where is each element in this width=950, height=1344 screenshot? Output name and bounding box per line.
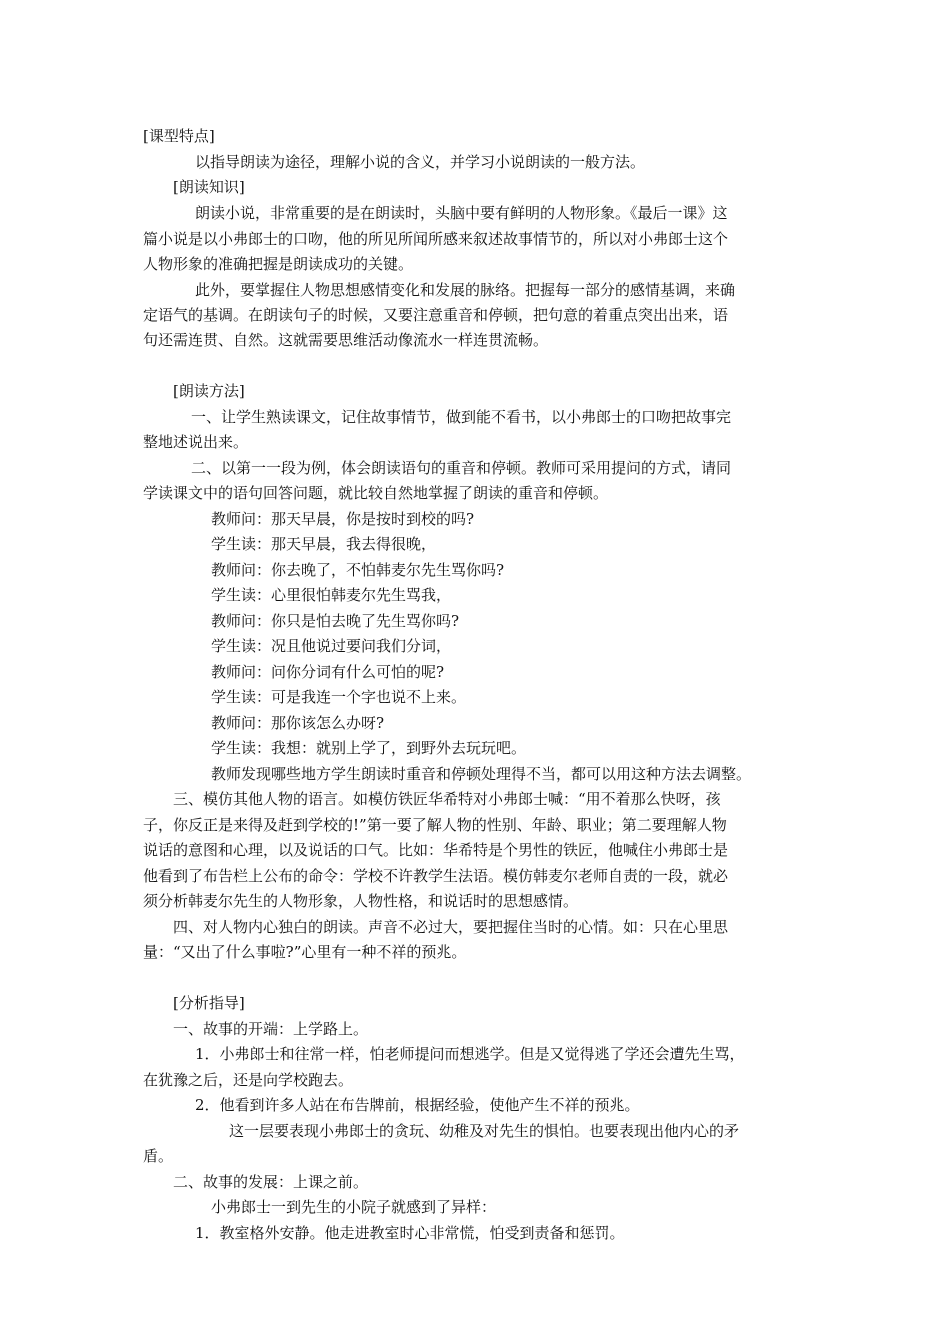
- section-heading-reading-method: [朗读方法]: [173, 382, 245, 400]
- paragraph-line: 朗读小说，非常重要的是在朗读时，头脑中要有鲜明的人物形象。《最后一课》这: [195, 204, 728, 222]
- section-heading-reading-knowledge: [朗读知识]: [173, 178, 245, 196]
- dialogue-line: 学生读：心里很怕韩麦尔先生骂我，: [211, 586, 452, 604]
- paragraph-line: 二、以第一一段为例，体会朗读语句的重音和停顿。教师可采用提问的方式，请同: [191, 459, 732, 477]
- dialogue-line: 学生读：那天早晨，我去得很晚，: [211, 535, 437, 553]
- section-heading-lesson-type: [课型特点]: [143, 127, 215, 145]
- paragraph-line: 二、故事的发展：上课之前。: [173, 1173, 369, 1191]
- dialogue-line: 教师问：问你分词有什么可怕的呢?: [211, 663, 445, 681]
- paragraph-line: 说话的意图和心理，以及说话的口气。比如：华希特是个男性的铁匠，他喊住小弗郎士是: [143, 841, 729, 859]
- paragraph-line: 1．小弗郎士和往常一样，怕老师提问而想逃学。但是又觉得逃了学还会遭先生骂，: [195, 1045, 745, 1063]
- paragraph-line: 定语气的基调。在朗读句子的时候，又要注意重音和停顿，把句意的着重点突出出来，语: [143, 306, 729, 324]
- paragraph-line: 盾。: [143, 1147, 174, 1165]
- paragraph-line: 小弗郎士一到先生的小院子就感到了异样：: [211, 1198, 497, 1216]
- paragraph-line: 篇小说是以小弗郎士的口吻，他的所见所闻所感来叙述故事情节的，所以对小弗郎士这个: [143, 230, 729, 248]
- section-heading-analysis: [分析指导]: [173, 994, 245, 1012]
- paragraph-line: 子，你反正是来得及赶到学校的!”第一要了解人物的性别、年龄、职业；第二要理解人物: [143, 816, 727, 834]
- paragraph-line: 以指导朗读为途径，理解小说的含义，并学习小说朗读的一般方法。: [195, 153, 646, 171]
- paragraph-line: 三、模仿其他人物的语言。如模仿铁匠华希特对小弗郎士喊：“用不着那么快呀，孩: [173, 790, 721, 808]
- paragraph-line: 须分析韩麦尔先生的人物形象，人物性格，和说话时的思想感情。: [143, 892, 579, 910]
- dialogue-line: 教师问：你只是怕去晚了先生骂你吗?: [211, 612, 460, 630]
- paragraph-line: 此外，要掌握住人物思想感情变化和发展的脉络。把握每一部分的感情基调，来确: [195, 281, 736, 299]
- paragraph-line: 四、对人物内心独白的朗读。声音不必过大，要把握住当时的心情。如：只在心里思: [173, 918, 729, 936]
- paragraph-line: 整地述说出来。: [143, 433, 249, 451]
- paragraph-line: 学读课文中的语句回答问题，就比较自然地掌握了朗读的重音和停顿。: [143, 484, 609, 502]
- paragraph-line: 一、让学生熟读课文，记住故事情节，做到能不看书，以小弗郎士的口吻把故事完: [191, 408, 732, 426]
- dialogue-line: 教师问：那你该怎么办呀?: [211, 714, 385, 732]
- paragraph-line: 一、故事的开端：上学路上。: [173, 1020, 369, 1038]
- paragraph-line: 他看到了布告栏上公布的命令：学校不许教学生法语。模仿韩麦尔老师自责的一段，就必: [143, 867, 729, 885]
- dialogue-line: 学生读：可是我连一个字也说不上来。: [211, 688, 467, 706]
- paragraph-line: 教师发现哪些地方学生朗读时重音和停顿处理得不当，都可以用这种方法去调整。: [211, 765, 752, 783]
- dialogue-line: 学生读：我想：就别上学了，到野外去玩玩吧。: [211, 739, 527, 757]
- paragraph-line: 量：“又出了什么事啦?”心里有一种不祥的预兆。: [143, 943, 467, 961]
- paragraph-line: 2．他看到许多人站在布告牌前，根据经验，使他产生不祥的预兆。: [195, 1096, 640, 1114]
- paragraph-line: 1．教室格外安静。他走进教室时心非常慌，怕受到责备和惩罚。: [195, 1224, 625, 1242]
- paragraph-line: 在犹豫之后，还是向学校跑去。: [143, 1071, 354, 1089]
- paragraph-line: 人物形象的准确把握是朗读成功的关键。: [143, 255, 414, 273]
- paragraph-line: 句还需连贯、自然。这就需要思维活动像流水一样连贯流畅。: [143, 331, 549, 349]
- dialogue-line: 教师问：那天早晨，你是按时到校的吗?: [211, 510, 475, 528]
- dialogue-line: 教师问：你去晚了，不怕韩麦尔先生骂你吗?: [211, 561, 505, 579]
- paragraph-line: 这一层要表现小弗郎士的贪玩、幼稚及对先生的惧怕。也要表现出他内心的矛: [229, 1122, 740, 1140]
- dialogue-line: 学生读：况且他说过要问我们分词，: [211, 637, 452, 655]
